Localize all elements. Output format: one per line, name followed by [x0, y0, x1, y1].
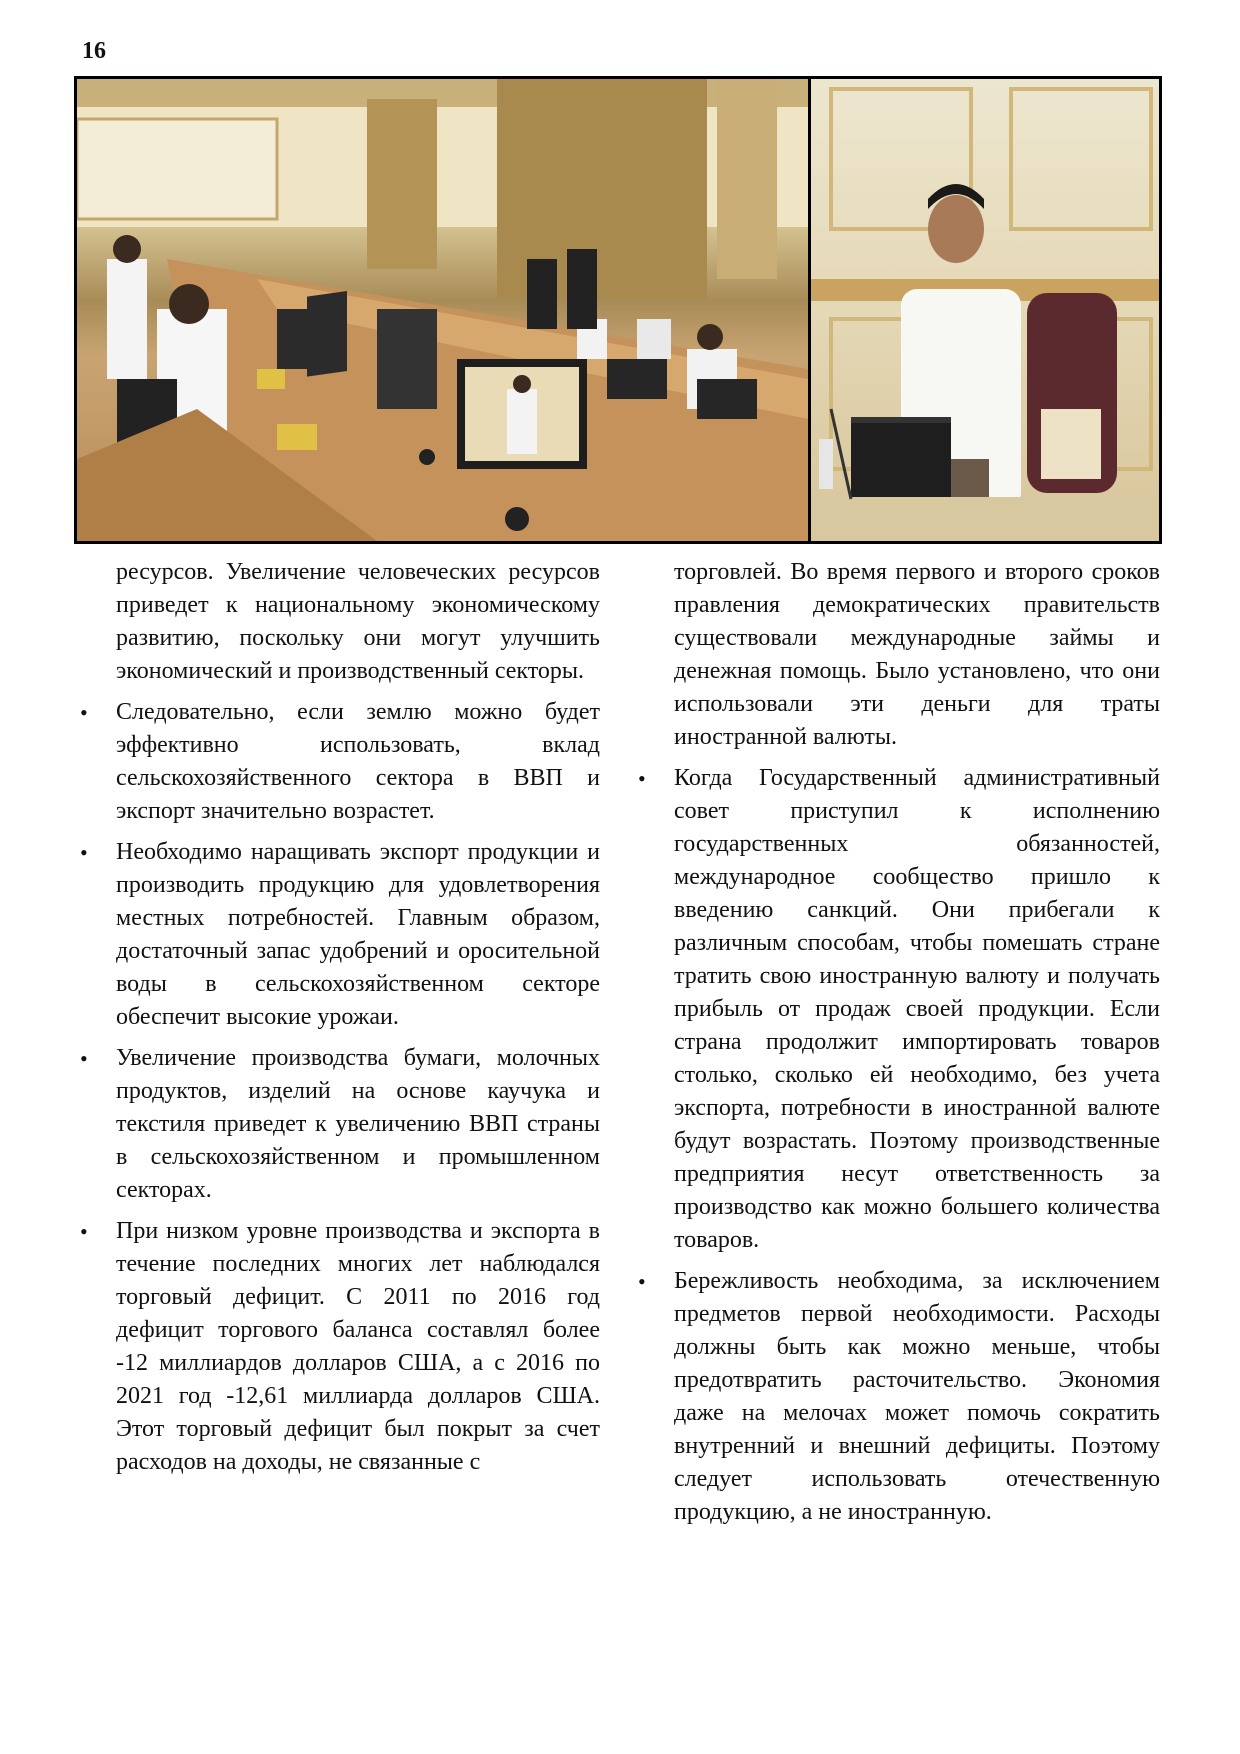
- photo-figure: [74, 76, 1162, 544]
- speaker-illustration: [811, 79, 1159, 541]
- speaker-standing-photo: [811, 79, 1159, 541]
- bullet-item: • При низком уровне производства и экспорта в течение последних многих лет наблюдался торговый дефицит. С 2011 по 2016 год дефицит торгового баланса составлял более -12 миллиардов долларов США, а с 2016 по 2021 год -12,61 миллиарда долларов США. Этот торговый дефицит был покрыт за счет расходов на доходы, не связанные с: [80, 1215, 600, 1479]
- page-number: 16: [82, 38, 106, 64]
- right-column: [638, 556, 1160, 1537]
- bullet-item: • Увеличение производства бумаги, молочных продуктов, изделий на основе каучука и текстиля приведет к увеличению ВВП страны в сельскохозяйственном и промышленном секторах.: [80, 1042, 600, 1207]
- bullet-item: • Бережливость необходима, за исключением предметов первой необходимости. Расходы должны быть как можно меньше, чтобы предотвратить расточительство. Экономия даже на мелочах может помочь сократить внутренний и внешний дефициты. Поэтому следует использовать отечественную продукцию, а не иностранную.: [638, 1265, 1160, 1529]
- bullet-item: • Необходимо наращивать экспорт продукции и производить продукцию для удовлетворения местных потребностей. Главным образом, достаточный запас удобрений и оросительной воды в сельскохозяйственном секторе обеспечит высокие урожаи.: [80, 836, 600, 1034]
- bullet-item: • Следовательно, если землю можно будет эффективно использовать, вклад сельскохозяйственного сектора в ВВП и экспорт значительно возрастет.: [80, 696, 600, 828]
- paragraph-continued: ресурсов. Увеличение человеческих ресурсов приведет к национальному экономическому развитию, поскольку они могут улучшить экономический и производственный секторы.: [116, 559, 600, 684]
- bullet-item: • Когда Государственный административный совет приступил к исполнению государственных обязанностей, международное сообщество пришло к введению санкций. Они прибегали к различным способам, чтобы помешать стране тратить свою иностранную валюту и получать прибыль от продаж своей продукции. Если страна продолжит импортировать товаров столько, сколько ей необходимо, без учета экспорта, потребности в иностранной валюте будут возрастать. Поэтому производственные предприятия несут ответственность за производство как можно большего количества товаров.: [638, 762, 1160, 1257]
- meeting-hall-illustration: [77, 79, 808, 541]
- meeting-hall-photo: [77, 79, 808, 541]
- paragraph-continued: торговлей. Во время первого и второго сроков правления демократических правительств существовали международные займы и денежная помощь. Было установлено, что они использовали эти деньги для траты иностранной валюты.: [674, 559, 1160, 750]
- left-column: [80, 556, 600, 1487]
